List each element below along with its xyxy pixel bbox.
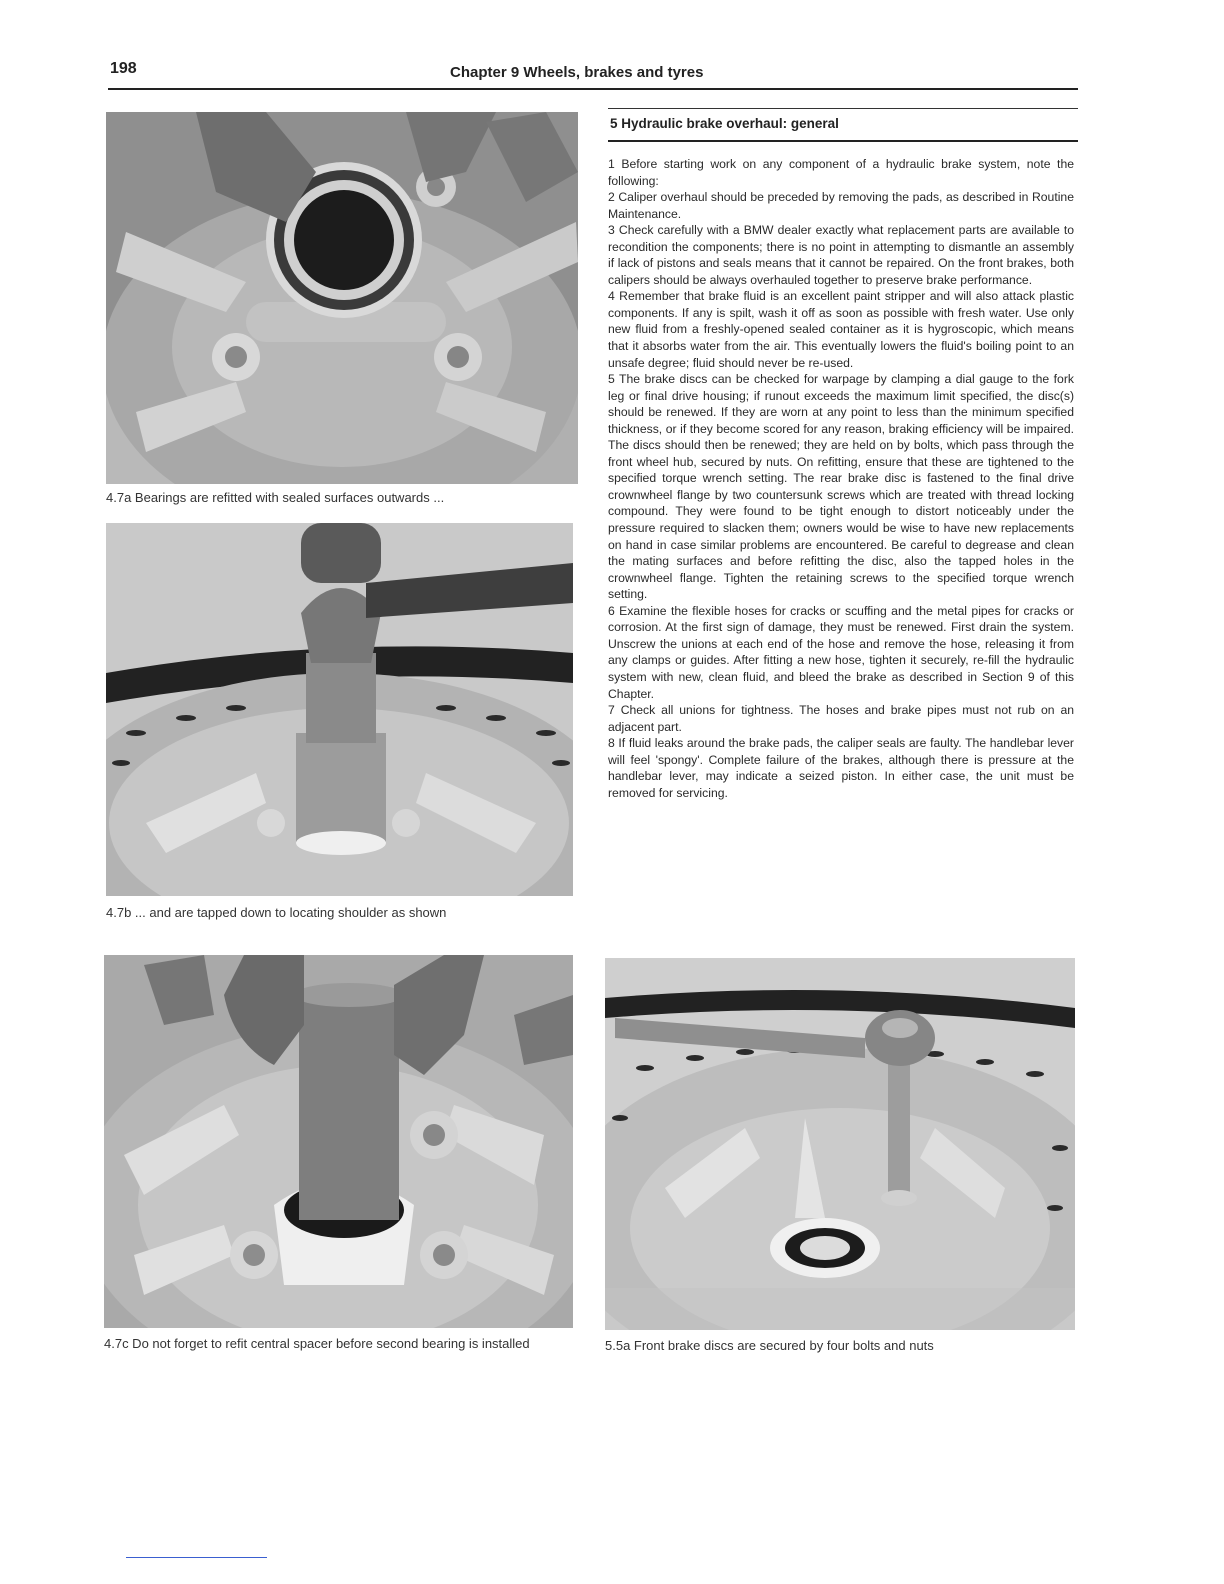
- section-rule-bottom: [608, 140, 1078, 142]
- footer-link-line: [126, 1557, 267, 1558]
- photo-4-7a: [106, 112, 578, 484]
- section-paragraph-3: 3 Check carefully with a BMW dealer exactly what replacement parts are available to recondition the components; there is no point in attempting to dismantle an assembly if lack of pistons and seals means that it cannot be repaired. On the front brakes, both calipers should be always overhauled together to preserve brake performance.: [608, 223, 1074, 287]
- photo-4-7b: [106, 523, 573, 896]
- section-paragraph-5: 5 The brake discs can be checked for warpage by clamping a dial gauge to the fork leg or final drive housing; if runout exceeds the maximum limit specified, the disc(s) should be renewed. If they are worn at any point to less than the minimum specified thickness, or if they become scored for any reason, braking efficiency will be impaired. The discs should then be renewed; they are held on by bolts, which pass through the front wheel hub, secured by nuts. On refitting, ensure that these are tightened to the specified torque wrench setting. The rear brake disc is fastened to the final drive crownwheel flange by two countersunk screws which are treated with thread locking compound. They were found to be tight enough to distort noticeably under the pressure required to slacken them; owners would be wise to have new replacements on hand in case similar problems are encountered. Be careful to degrease and clean the mating surfaces and before refitting the disc, also the tapped holes in the crownwheel flange. Tighten the retaining screws to the specified torque wrench setting.: [608, 372, 1074, 602]
- section-rule-top: [608, 108, 1078, 109]
- section-paragraph-7: 7 Check all unions for tightness. The hoses and brake pipes must not rub on an adjacent part.: [608, 703, 1074, 734]
- photo-4-7c-illustration: [104, 955, 573, 1328]
- caption-5-5a: 5.5a Front brake discs are secured by four bolts and nuts: [605, 1338, 934, 1353]
- header-rule: [108, 88, 1078, 90]
- section-paragraph-1: 1 Before starting work on any component of a hydraulic brake system, note the following:: [608, 157, 1074, 188]
- photo-4-7c: [104, 955, 573, 1328]
- photo-5-5a-illustration: [605, 958, 1075, 1330]
- section-body: [608, 156, 1074, 801]
- section-paragraph-4: 4 Remember that brake fluid is an excellent paint stripper and will also attack plastic components. If any is spilt, wash it off as soon as possible with fresh water. Use only new fluid from a freshly-opened sealed container as it is hygroscopic, which means that it absorbs water from the air. This eventually lowers the fluid's boiling point to an unsafe degree; fluid should never be re-used.: [608, 289, 1074, 370]
- section-paragraph-2: 2 Caliper overhaul should be preceded by removing the pads, as described in Routine Maintenance.: [608, 190, 1074, 221]
- page-number: 198: [110, 60, 137, 77]
- photo-4-7a-illustration: [106, 112, 578, 484]
- chapter-title: Chapter 9 Wheels, brakes and tyres: [450, 64, 704, 81]
- caption-4-7c: 4.7c Do not forget to refit central spacer before second bearing is installed: [104, 1336, 530, 1351]
- section-paragraph-8: 8 If fluid leaks around the brake pads, the caliper seals are faulty. The handlebar lever will feel 'spongy'. Complete failure of the brakes, although there is pressure at the handlebar lever, may indicate a seized piston. In either case, the unit must be removed for servicing.: [608, 736, 1074, 800]
- photo-4-7b-illustration: [106, 523, 573, 896]
- section-title: 5 Hydraulic brake overhaul: general: [610, 116, 839, 131]
- caption-4-7b: 4.7b ... and are tapped down to locating shoulder as shown: [106, 905, 447, 920]
- section-paragraph-6: 6 Examine the flexible hoses for cracks or scuffing and the metal pipes for cracks or corrosion. At the first sign of damage, they must be renewed. First drain the system. Unscrew the unions at each end of the hose and remove the hose, releasing it from any clamps or guides. After fitting a new hose, tighten it securely, re-fill the hydraulic system with new, clean fluid, and bleed the brake as described in Section 9 of this Chapter.: [608, 603, 1074, 701]
- caption-4-7a: 4.7a Bearings are refitted with sealed surfaces outwards ...: [106, 490, 445, 505]
- photo-5-5a: [605, 958, 1075, 1330]
